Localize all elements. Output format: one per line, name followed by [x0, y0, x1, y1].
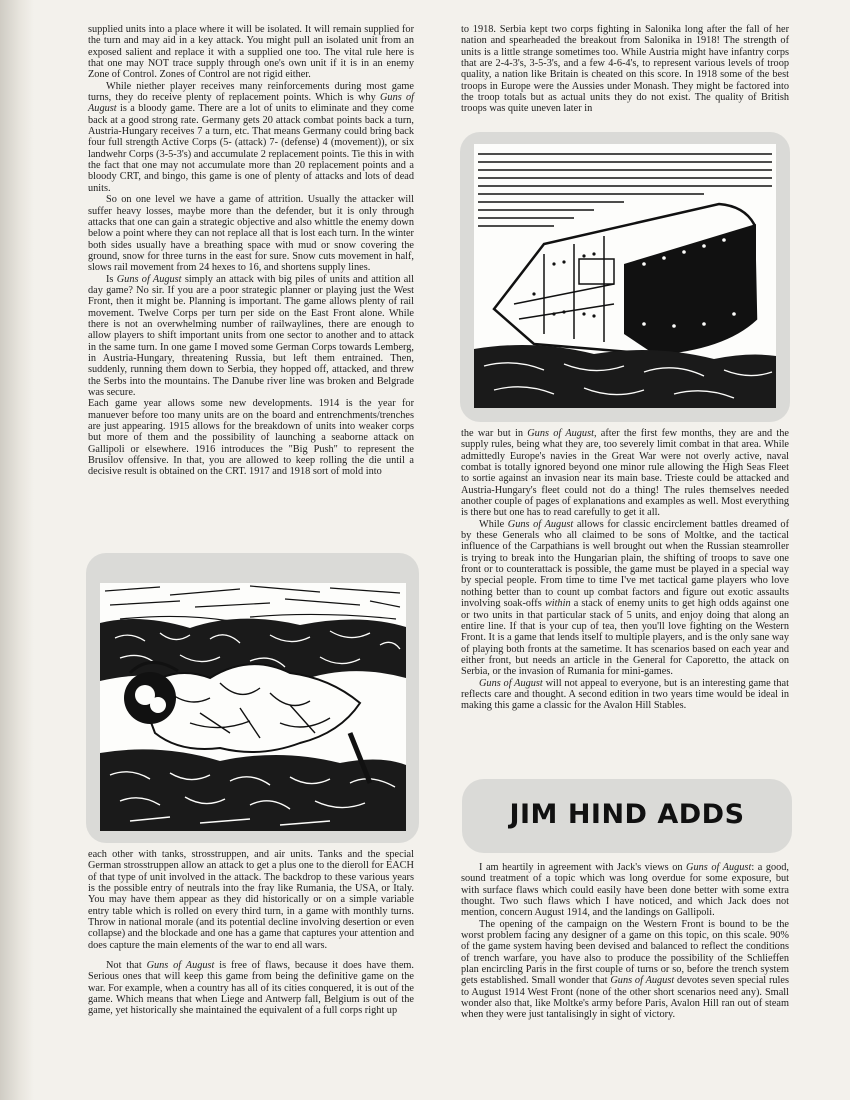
- game-title: Guns of August: [527, 428, 594, 439]
- right-column-text: [461, 24, 789, 115]
- paragraph: Guns of August will not appeal to everyone, but is an interesting game that reflects care and thought. A second edition in two years time would be ideal in making this game a classic for the Avalon Hill Stables.: [461, 677, 789, 712]
- paragraph: While Guns of August allows for classic encirclement battles dreamed of by these Generals who all claimed to be sons of Moltke, and the tactical influence of the Carpathians is well brought out when the Russian steamroller is trying to break into the Hungarian plain, the shifting of troops to save one front or to counterattack is possible, the game must be played in a special way by special people. From time to time I've met tactical game players who love nothing better than to count up combat factors and figure out exotic assaults involving soak-offs within a stack of enemy units to get high odds against one or two units in that particular stack of 5 units, and enjoy doing that along an entire line. If that is your cup of tea, then you'll love fighting on the Western Front. It is a game that lends itself to multiple players, and is the only sane way of playing both fronts at the sametime. It has scenarios based on each year and either front, but needs an article in the General for Caporetto, the attack on Serbia, or the invasion of Rumania for mini-games.: [461, 518, 789, 678]
- paragraph: So on one level we have a game of attrition. Usually the attacker will suffer heavy losses, maybe more than the defender, but it is only through attacks that one can gain a strategic objective and also whittle the enemy down below a point where they can not replace all that is lost each turn. In the winter both sides usually have a breathing space with mud or snow covering the ground, snow for three turns in the east for sure. Snow cuts movement in half, slows rail movement from 24 hexes to 16, and shortens supply lines.: [88, 194, 414, 274]
- paragraph: The opening of the campaign on the Western Front is bound to be the worst problem facing any designer of a game on this topic, on this scale. 90% of the game system having been devised and balanced to reflect the conditions of trench warfare, you have also to produce the possibility of the Schlieffen plan encircling Paris in the first couple of turns or so, before the trench system gets established. Small wonder that Guns of August devotes seven special rules to August 1914 West Front (none of the other short scenarios need any). Small wonder also that, like Moltke's army before Paris, Avalon Hill ran out of steam when they were just tantalisingly in sight of victory.: [461, 918, 789, 1021]
- paragraph: each other with tanks, strosstruppen, and air units. Tanks and the special German strosstruppen allow an attack to get a plus one to the dieroll for EACH of that type of unit involved in the attack. The backdrop to these various years is the possible entry of neutrals into the fray like Rumania, the USA, or Italy. You may have them appear as they did historically or on a simple variable entry table which is rolled on every third turn, in a game with monthly turns. Throw in national morale (and its potential decline involving desertion or even collapse) and the blockade and one has a game that captures your attention and does capture the main elements of the war to end all wars.: [88, 849, 414, 951]
- game-title: Guns of August: [146, 960, 215, 972]
- game-title: Guns of August: [686, 862, 752, 873]
- paragraph: supplied units into a place where it will be isolated. It will remain supplied for the turn and may aid in a key attack. You might pull an isolated unit from an exposed salient and replace it with a supplied one too. The vital rule here is that one may NOT trace supply through one's own unit if it is in an enemy Zone of Control. Zones of Control are not rigid either.: [88, 24, 414, 81]
- tank-illustration-frame: [460, 132, 790, 422]
- game-title: Guns of August: [88, 92, 414, 115]
- paragraph: Is Guns of August simply an attack with big piles of units and attition all day game? No sir. If you are a poor strategic planner or playing just the West Front, then it might be. Planning is important. The game allows plenty of rail movement. Twelve Corps per turn per side on the East Front alone. While there is not an overwhelming number of railwaylines, there are enough to allow players to shift important units from one sector to another and to attack in the same turn. In one game I moved some German Corps towards Lemberg, in Austria-Hungary, threatening Russia, but left them entrained. Then, suddenly, running them down to Serbia, they hopped off, attacked, and threw the Serbs into the mountains. The Danube river line was broken and Belgrade was secure.: [88, 273, 414, 398]
- section-heading: JIM HIND ADDS: [509, 799, 745, 830]
- game-title: Guns of August: [116, 273, 182, 285]
- game-title: Guns of August: [479, 677, 543, 689]
- game-title: Guns of August: [507, 518, 574, 530]
- left-column-text: [88, 24, 414, 478]
- paragraph: I am heartily in agreement with Jack's views on Guns of August: a good, sound treatment of a topic which was long overdue for some exposure, but with surface flaws which could easily have been done better with some extra thought. Two such flaws which I have noticed, and which Jack does not mention, concern August 1914, and the landings on Gallipoli.: [461, 862, 790, 919]
- paragraph: the war but in Guns of August, after the first few months, they are and the supply rules, being what they are, too severely limit combat in that area. While admittedly Europe's navies in the Great War were not overly active, naval combat is totally ignored beyond one minor rule allowing the High Seas Fleet to sortie against an invasion near its main base. Trieste could be attacked and Austria-Hungary's fleet could not do a thing! The rules themselves needed another couple of pages of explanations and examples as well. Most everything is there but one has to read carefully to get it all.: [461, 428, 790, 519]
- right-column-lower-text: [461, 862, 789, 1021]
- paragraph: While niether player receives many reinforcements during most game turns, they do receive plenty of replacement points. Which is why Guns of August is a bloody game. There are a lot of units to eliminate and they come back at a good strong rate. Germany gets 20 attack combat points back a turn, Austria-Hungary receives 7 a turn, etc. That means Germany could bring back four full strength Active Corps (5- (attack) 7- (defense) 4 (movement)), or six landwehr Corps (3-5-3's) and accumulate 2 replacement points. Tie this in with the fact that one may not accumulate more than 20 replacement points and a bloody CRT, and bingo, this game is one of plenty of attacks and lots of dead units.: [88, 80, 414, 194]
- left-column-lower-text: [88, 849, 414, 1017]
- soldier-illustration-frame: [86, 553, 419, 843]
- section-heading-banner: [462, 779, 792, 853]
- right-column-middle-text: [461, 428, 789, 712]
- ww1-tank-illustration: [474, 144, 776, 408]
- binding-edge: [0, 0, 34, 1100]
- paragraph: to 1918. Serbia kept two corps fighting in Salonika long after the fall of her nation and spearheaded the breakout from Salonika in 1918! The strength of units is a little strange sometimes too. While Austria might have infantry corps that are 2-4-3's, 3-5-3's, and a few 4-6-4's, to represent various levels of troop quality, a nation like Britain is cheated on this score. In 1918 some of the best troops in Europe were the Aussies under Monash. They might be factored into the troop totals but as actual units they do not exist. The quality of British troops was quite uneven later in: [461, 24, 789, 115]
- paragraph: Not that Guns of August is free of flaws, because it does have them. Serious ones that will keep this game from being the definitive game on the war. For example, when a country has all of its cities conquered, it is out of the game. Which means that when Liege and Antwerp fall, Belgium is out of the game, yet historically she maintained the equivalent of a full corps right up: [88, 960, 414, 1017]
- paragraph: Each game year allows some new developments. 1914 is the year for manuever before too many units are on the board and entrenchments/trenches are just appearing. 1915 allows for the breakdown of units into weaker corps but more of them and the possibility of launching a seaborne attack on Gallipoli or elsewhere. 1916 introduces the "Big Push" to represent the Brusilov offensive. In that, you are allowed to keep rolling the die until a decisive result is obtained on the CRT. 1917 and 1918 sort of mold into: [88, 398, 414, 478]
- fallen-soldier-illustration: [100, 583, 406, 831]
- emphasis: within: [544, 598, 571, 610]
- game-title: Guns of August: [610, 975, 675, 987]
